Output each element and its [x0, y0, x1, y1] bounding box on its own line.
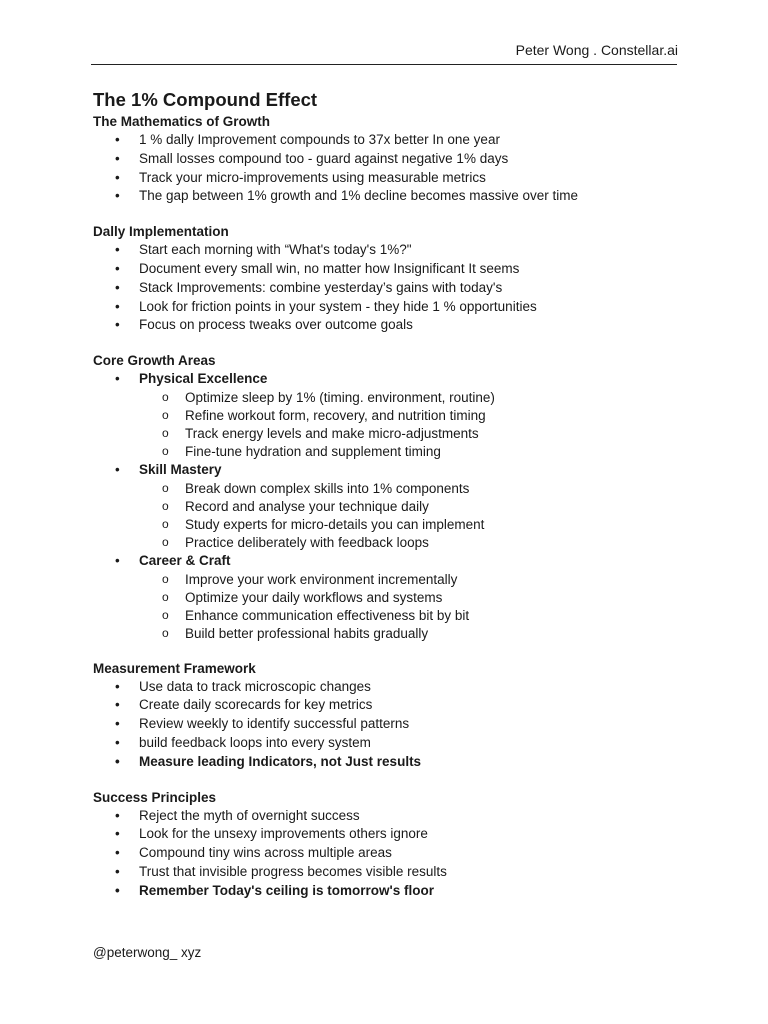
bullet-list: [93, 807, 693, 901]
list-item: • Remember Today's ceiling is tomorrow's floor: [93, 882, 693, 901]
document-body: [93, 88, 693, 901]
group-label: Physical Excellence: [139, 371, 268, 387]
section-measurement-framework: [93, 659, 693, 772]
bullet-list: [93, 370, 693, 642]
list-item: • Use data to track microscopic changes: [93, 678, 693, 697]
section-heading: Success Principles: [93, 789, 217, 805]
sub-list-item: o Optimize sleep by 1% (timing. environment, routine): [139, 389, 693, 407]
sub-list-item: o Track energy levels and make micro-adjustments: [139, 425, 693, 443]
list-item: • Measure leading Indicators, not Just results: [93, 753, 693, 772]
list-item: • build feedback loops into every system: [93, 734, 693, 753]
sub-list-item: o Enhance communication effectiveness bit by bit: [139, 607, 693, 625]
list-item: • Start each morning with “What's today's 1%?": [93, 241, 693, 260]
list-item: • Look for the unsexy improvements others ignore: [93, 825, 693, 844]
list-item: • Track your micro-improvements using measurable metrics: [93, 169, 693, 188]
header-author: Peter Wong . Constellar.ai: [515, 42, 678, 58]
section-core-growth-areas: [93, 351, 693, 642]
section-daily-implementation: [93, 222, 693, 335]
sub-list-item: o Improve your work environment incrementally: [139, 571, 693, 589]
section-mathematics: [93, 112, 693, 206]
list-item: • Trust that invisible progress becomes visible results: [93, 863, 693, 882]
section-heading: Core Growth Areas: [93, 353, 216, 369]
section-heading: Dally Implementation: [93, 224, 229, 240]
list-item: • Review weekly to identify successful patterns: [93, 715, 693, 734]
sub-list: [139, 480, 693, 552]
section-heading: Measurement Framework: [93, 660, 256, 676]
section-heading: The Mathematics of Growth: [93, 114, 271, 129]
list-item: • Look for friction points in your system - they hide 1 % opportunities: [93, 298, 693, 317]
page-title: The 1% Compound Effect: [93, 89, 318, 110]
list-item: • Small losses compound too - guard against negative 1% days: [93, 150, 693, 169]
list-item: • Stack Improvements: combine yesterday’s gains with today's: [93, 279, 693, 298]
sub-list-item: o Record and analyse your technique daily: [139, 498, 693, 516]
list-item: • The gap between 1% growth and 1% decline becomes massive over time: [93, 187, 693, 206]
sub-list-item: o Break down complex skills into 1% components: [139, 480, 693, 498]
list-item: • Create daily scorecards for key metrics: [93, 696, 693, 715]
footer-handle: @peterwong_ xyz: [93, 945, 202, 960]
bullet-list: [93, 241, 693, 335]
list-group: [93, 461, 693, 552]
sub-list: [139, 389, 693, 461]
bullet-list: [93, 678, 693, 772]
sub-list-item: o Study experts for micro-details you can implement: [139, 516, 693, 534]
sub-list-item: o Fine-tune hydration and supplement timing: [139, 443, 693, 461]
group-label: Career & Craft: [139, 552, 231, 568]
section-success-principles: [93, 788, 693, 901]
sub-list: [139, 571, 693, 643]
sub-list-item: o Optimize your daily workflows and systems: [139, 589, 693, 607]
list-item: • Reject the myth of overnight success: [93, 807, 693, 826]
sub-list-item: o Build better professional habits gradually: [139, 625, 693, 643]
list-group: [93, 370, 693, 461]
list-item: • Document every small win, no matter how Insignificant It seems: [93, 260, 693, 279]
header-divider: [91, 64, 677, 65]
bullet-list: [93, 131, 693, 206]
group-label: Skill Mastery: [139, 461, 222, 477]
list-item: • Compound tiny wins across multiple areas: [93, 844, 693, 863]
sub-list-item: o Refine workout form, recovery, and nutrition timing: [139, 407, 693, 425]
list-group: [93, 552, 693, 643]
list-item: • Focus on process tweaks over outcome goals: [93, 316, 693, 335]
list-item: • 1 % dally Improvement compounds to 37x better In one year: [93, 131, 693, 150]
sub-list-item: o Practice deliberately with feedback loops: [139, 534, 693, 552]
